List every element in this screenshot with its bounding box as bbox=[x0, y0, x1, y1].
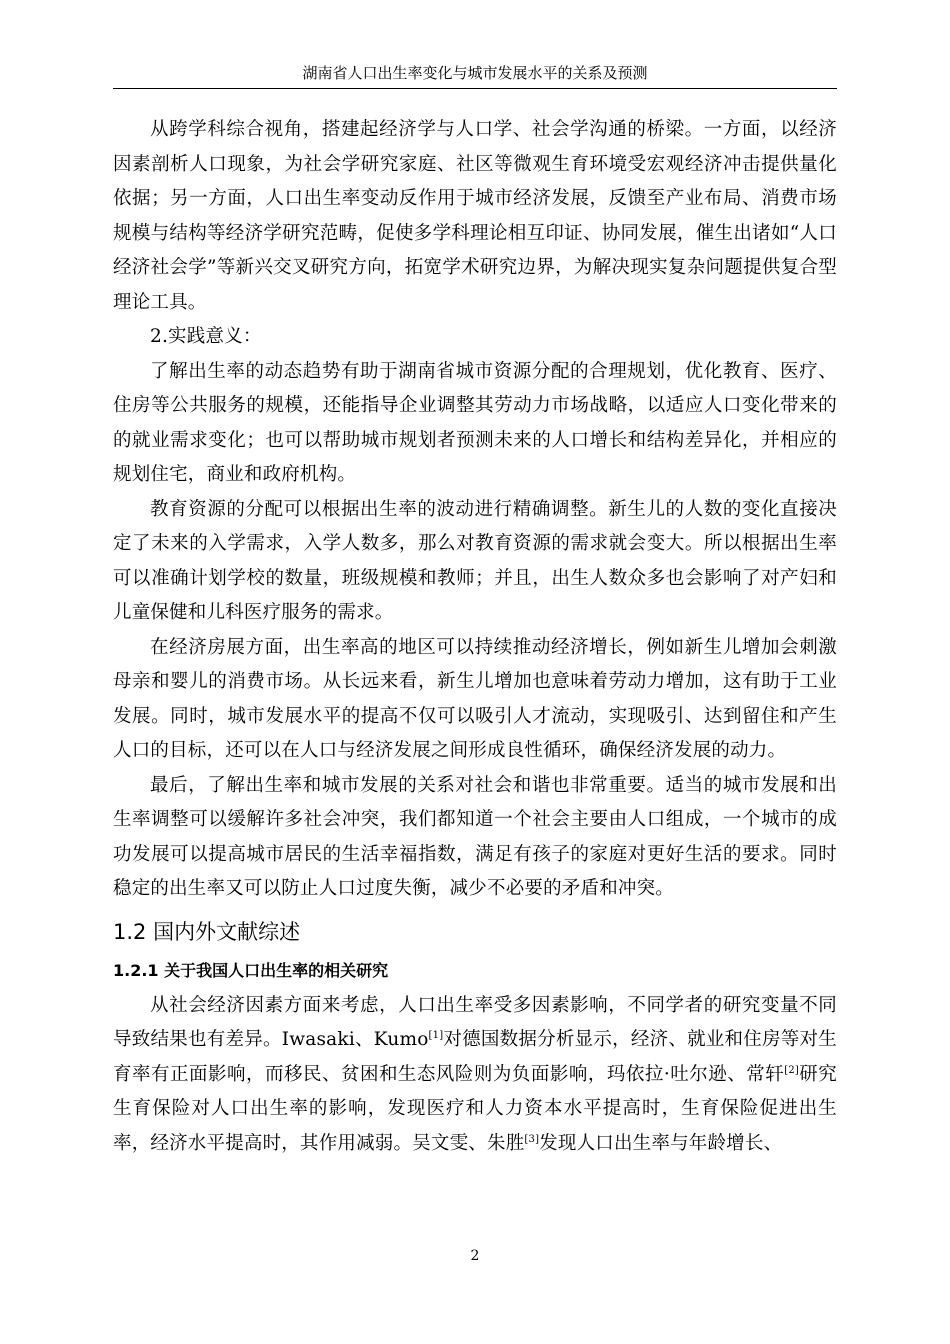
text-run: 研究生育保险对人口出生率的影响，发现医疗和人力资本水平提高时，生育保险促进出生率，经济水平提高时，其作用减弱。吴文雯、朱胜 bbox=[113, 1063, 837, 1154]
paragraph-practical-heading: 2.实践意义： bbox=[150, 326, 262, 347]
text-run: 对德国数据分析显示，经济、就业和住房等对生育率有正面影响，而移民、贫困和生态风险则为负面影响，玛依拉·吐尔逊、常轩 bbox=[113, 1029, 837, 1085]
page-content bbox=[113, 113, 837, 1161]
paragraph-resource-planning: 了解出生率的动态趋势有助于湖南省城市资源分配的合理规划，优化教育、医疗、住房等公共服务的规模，还能指导企业调整其劳动力市场战略，以适应人口变化带来的的就业需求变化；也可以帮助城市规划者预测未来的人口增长和结构差异化，并相应的规划住宅，商业和政府机构。 bbox=[113, 360, 837, 485]
paragraph-interdisciplinary: 从跨学科综合视角，搭建起经济学与人口学、社会学沟通的桥梁。一方面，以经济因素剖析人口现象，为社会学研究家庭、社区等微观生育环境受宏观经济冲击提供量化依据；另一方面，人口出生率变动反作用于城市经济发展，反馈至产业布局、消费市场规模与结构等经济学研究范畴，促使多学科理论相互印证、协同发展，催生出诸如“人口经济社会学”等新兴交叉研究方向，拓宽学术研究边界，为解决现实复杂问题提供复合型理论工具。 bbox=[113, 119, 837, 313]
paragraph-economy: 在经济房展方面，出生率高的地区可以持续推动经济增长，例如新生儿增加会刺激母亲和婴儿的消费市场。从长远来看，新生儿增加也意味着劳动力增加，这有助于工业发展。同时，城市发展水平的提高不仅可以吸引人才流动，实现吸引、达到留住和产生人口的目标，还可以在人口与经济发展之间形成良性循环，确保经济发展的动力。 bbox=[113, 636, 837, 761]
citation-2[interactable]: [2] bbox=[784, 1064, 799, 1076]
text-run: 发现人口出生率与年龄增长、 bbox=[539, 1132, 783, 1154]
citation-3[interactable]: [3] bbox=[524, 1133, 540, 1145]
paragraph-social-harmony: 最后，了解出生率和城市发展的关系对社会和谐也非常重要。适当的城市发展和出生率调整可以缓解许多社会冲突，我们都知道一个社会主要由人口组成，一个城市的成功发展可以提高城市居民的生活幸福指数，满足有孩子的家庭对更好生活的要求。同时稳定的出生率又可以防止人口过度失衡，减少不必要的矛盾和冲突。 bbox=[113, 774, 837, 899]
page-number: 2 bbox=[470, 1248, 480, 1264]
running-header: 湖南省人口出生率变化与城市发展水平的关系及预测 bbox=[113, 64, 837, 89]
citation-1[interactable]: [1] bbox=[428, 1029, 444, 1041]
paragraph-education: 教育资源的分配可以根据出生率的波动进行精确调整。新生儿的人数的变化直接决定了未来的入学需求，入学人数多，那么对教育资源的需求就会变大。所以根据出生率可以准确计划学校的数量，班级规模和教师；并且，出生人数众多也会影响了对产妇和儿童保健和儿科医疗服务的需求。 bbox=[113, 498, 837, 623]
section-heading: 1.2 国内外文献综述 bbox=[113, 919, 301, 944]
subsection-heading: 1.2.1 关于我国人口出生率的相关研究 bbox=[113, 960, 389, 980]
paragraph-literature-review bbox=[113, 989, 837, 1162]
text-run: 从社会经济因素方面来考虑，人口出生率受多因素影响，不同学者的研究变量不同导致结果也有差异。Iwasaki、Kumo bbox=[113, 994, 837, 1050]
